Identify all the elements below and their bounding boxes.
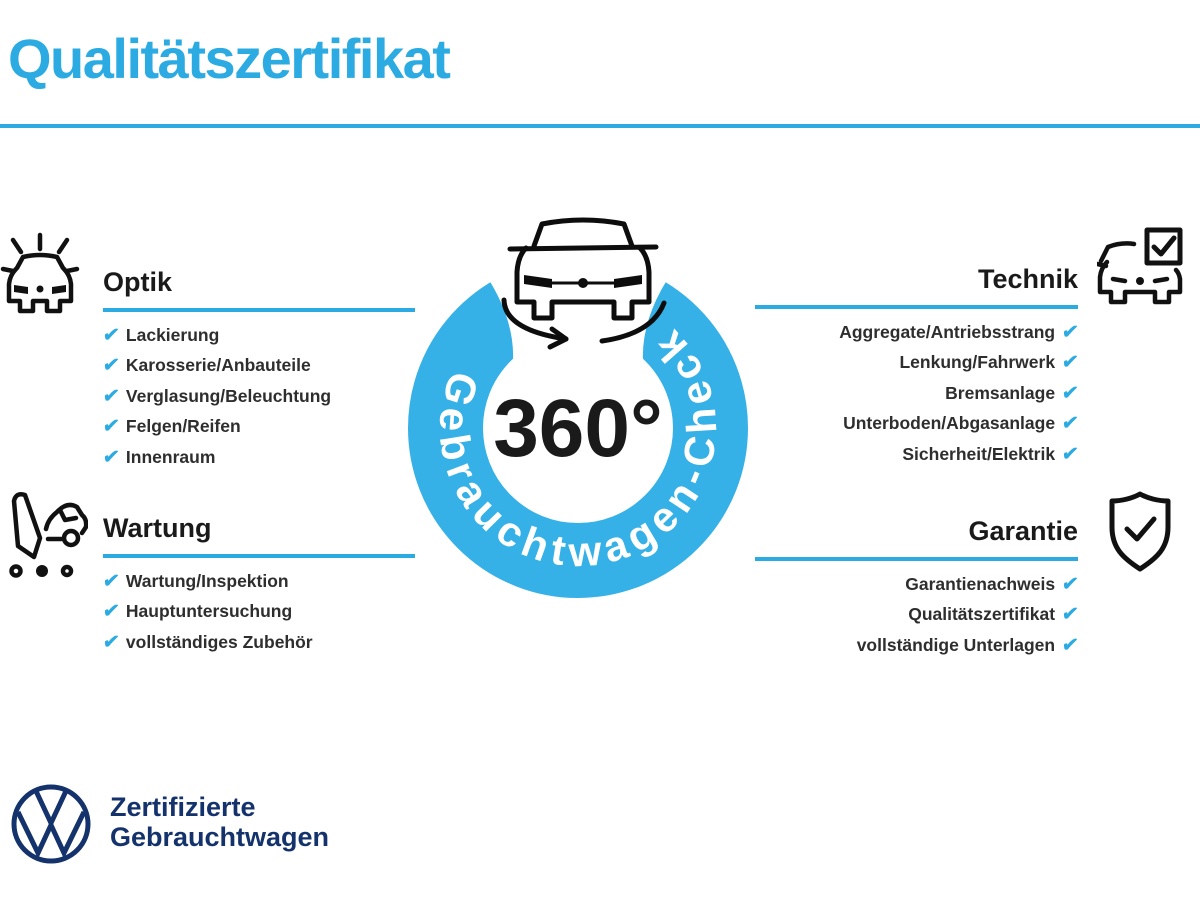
checklist-item [103,597,415,628]
checklist-item-label: Lackierung [125,324,220,345]
section-underline [755,305,1078,309]
shiny-car-icon [0,224,80,322]
section-wartung [103,512,415,658]
checklist-item-label: Verglasung/Beleuchtung [125,385,332,406]
check-icon: ✔ [1060,352,1080,374]
checklist-item-label: Bremsanlage [945,382,1056,403]
section-optik [103,266,415,473]
footer-claim [110,792,329,852]
checklist-item-label: Innenraum [125,446,216,467]
section-underline [103,308,415,312]
check-icon: ✔ [1060,413,1080,435]
check-icon: ✔ [101,385,121,407]
checklist-item [755,569,1078,600]
section-title: Technik [977,264,1078,294]
check-icon: ✔ [1060,382,1080,404]
checklist-item [103,381,415,412]
section-garantie [755,515,1078,661]
checklist-item [755,439,1078,470]
service-record-icon [2,487,88,579]
vw-logo-icon [10,783,92,865]
check-icon: ✔ [101,324,121,346]
car-checkbox-icon [1097,227,1183,319]
title-divider [0,124,1200,128]
check-icon: ✔ [1060,634,1080,656]
checklist-item [103,351,415,382]
checklist-item-label: vollständiges Zubehör [125,631,313,652]
shield-check-icon [1104,489,1176,573]
checklist-item [103,412,415,443]
checklist-item [755,348,1078,379]
check-icon: ✔ [1060,604,1080,626]
checklist [103,566,415,658]
section-underline [755,557,1078,561]
check-icon: ✔ [101,446,121,468]
section-title: Wartung [103,513,212,543]
checklist-item-label: Felgen/Reifen [125,416,241,437]
check-icon: ✔ [101,570,121,592]
page-title: Qualitätszertifikat [8,27,450,90]
checklist-item [755,630,1078,661]
check-icon: ✔ [101,416,121,438]
checklist-item-label: Sicherheit/Elektrik [902,443,1056,464]
360-check-ring [380,170,800,650]
checklist-item-label: Qualitätszertifikat [908,604,1056,625]
check-icon: ✔ [101,601,121,623]
footer-claim-line1: Zertifizierte [110,792,256,822]
checklist-item [103,627,415,658]
checklist-item-label: Lenkung/Fahrwerk [899,352,1056,373]
checklist [755,317,1078,470]
checklist-item-label: Hauptuntersuchung [125,601,293,622]
check-icon: ✔ [1060,573,1080,595]
section-underline [103,554,415,558]
checklist-item [755,317,1078,348]
footer-claim-line2: Gebrauchtwagen [110,822,330,852]
checklist-item-label: Karosserie/Anbauteile [125,355,311,376]
checklist-item-label: Unterboden/Abgasanlage [843,413,1056,434]
checklist-item-label: vollständige Unterlagen [856,634,1056,655]
checklist-item-label: Aggregate/Antriebsstrang [839,321,1056,342]
check-icon: ✔ [101,355,121,377]
checklist-item-label: Garantienachweis [905,573,1056,594]
section-technik [755,263,1078,470]
checklist-item [755,409,1078,440]
checklist-item [103,320,415,351]
checklist-item [755,378,1078,409]
checklist-item [103,566,415,597]
check-icon: ✔ [101,631,121,653]
checklist [755,569,1078,661]
checklist [103,320,415,473]
section-title: Garantie [968,516,1078,546]
checklist-item [755,600,1078,631]
check-icon: ✔ [1060,443,1080,465]
checklist-item-label: Wartung/Inspektion [125,570,289,591]
degree-label: 360° [493,383,663,474]
checklist-item [103,442,415,473]
ring-curved-text: Gebrauchtwagen-Check [430,321,726,576]
section-title: Optik [103,267,173,297]
check-icon: ✔ [1060,321,1080,343]
